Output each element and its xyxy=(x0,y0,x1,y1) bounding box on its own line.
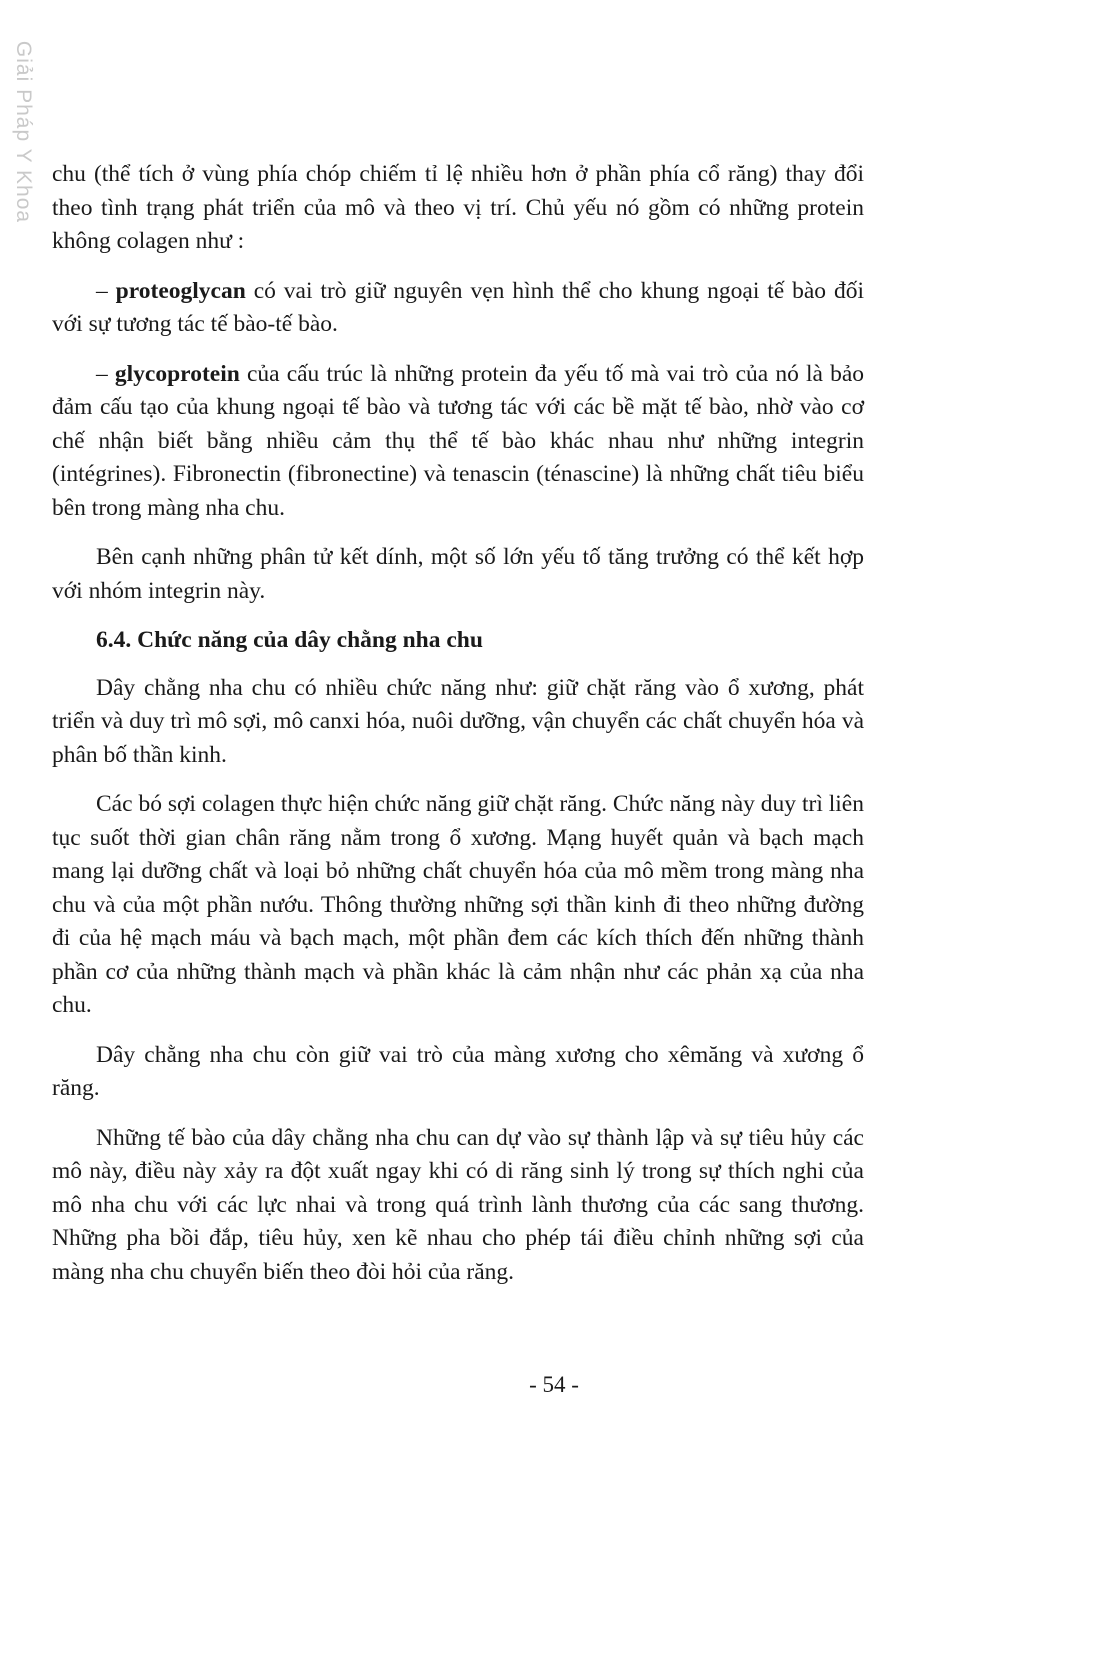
list-item-text: của cấu trúc là những protein đa yếu tố mà vai trò của nó là bảo đảm cấu tạo của khung ngoại tế bào và tương tác với các bề mặt tế bào, nhờ vào cơ chế nhận biết bằng nhiều cảm thụ thể tế bào khác nhau như những integrin (intégrines). Fibronectin (fibronectine) và tenascin (ténascine) là những chất tiêu biểu bên trong màng nha chu. xyxy=(52,360,865,521)
section-heading: 6.4. Chức năng của dây chằng nha chu xyxy=(96,627,483,653)
paragraph-functions: Dây chằng nha chu có nhiều chức năng như: giữ chặt răng vào ổ xương, phát triển và duy trì mô sợi, mô canxi hóa, nuôi dưỡng, vận chuyển các chất chuyển hóa và phân bố thần kinh. xyxy=(52,674,864,768)
paragraph-collagen-bundles: Các bó sợi colagen thực hiện chức năng giữ chặt răng. Chức năng này duy trì liên tục suốt thời gian chân răng nằm trong ổ xương. Mạng huyết quản và bạch mạch mang lại dưỡng chất và loại bỏ những chất chuyển hóa của mô mềm trong màng nha chu và của một phần nướu. Thông thường những sợi thần kinh đi theo những đường đi của hệ mạch máu và bạch mạch, một phần đem các kích thích đến những thành phần cơ của những thành mạch và phần khác là cảm nhận như các phản xạ của nha chu. xyxy=(52,791,864,1018)
watermark: Giải Pháp Y Khoa xyxy=(12,40,35,224)
list-dash: – xyxy=(96,277,116,304)
page-content xyxy=(52,158,864,1305)
paragraph-growth-factors: Bên cạnh những phân tử kết dính, một số lớn yếu tố tăng trưởng có thể kết hợp với nhóm integrin này. xyxy=(52,544,864,604)
paragraph-periosteum-role: Dây chằng nha chu còn giữ vai trò của màng xương cho xêmăng và xương ổ răng. xyxy=(52,1041,864,1101)
list-item-text: có vai trò giữ nguyên vẹn hình thể cho khung ngoại tế bào đối với sự tương tác tế bào-tế bào. xyxy=(52,277,865,337)
list-item-glycoprotein xyxy=(52,358,864,526)
term-glycoprotein: glycoprotein xyxy=(114,360,240,387)
term-proteoglycan: proteoglycan xyxy=(115,277,246,304)
page-number: - 54 - xyxy=(529,1372,579,1397)
paragraph-cells-remodeling: Những tế bào của dây chằng nha chu can dự vào sự thành lập và sự tiêu hủy các mô này, điều này xảy ra đột xuất ngay khi có di răng sinh lý trong sự thích nghi của mô nha chu với các lực nhai và trong quá trình lành thương của các sang thương. Những pha bồi đắp, tiêu hủy, xen kẽ nhau cho phép tái điều chỉnh những sợi của màng nha chu chuyển biến theo đòi hỏi của răng. xyxy=(52,1124,864,1285)
list-dash: – xyxy=(96,360,115,387)
paragraph-continuation: chu (thể tích ở vùng phía chóp chiếm tỉ lệ nhiều hơn ở phần phía cổ răng) thay đổi theo tình trạng phát triển của mô và theo vị trí. Chủ yếu nó gồm có những protein không colagen như : xyxy=(52,161,864,254)
list-item-proteoglycan xyxy=(52,275,864,342)
